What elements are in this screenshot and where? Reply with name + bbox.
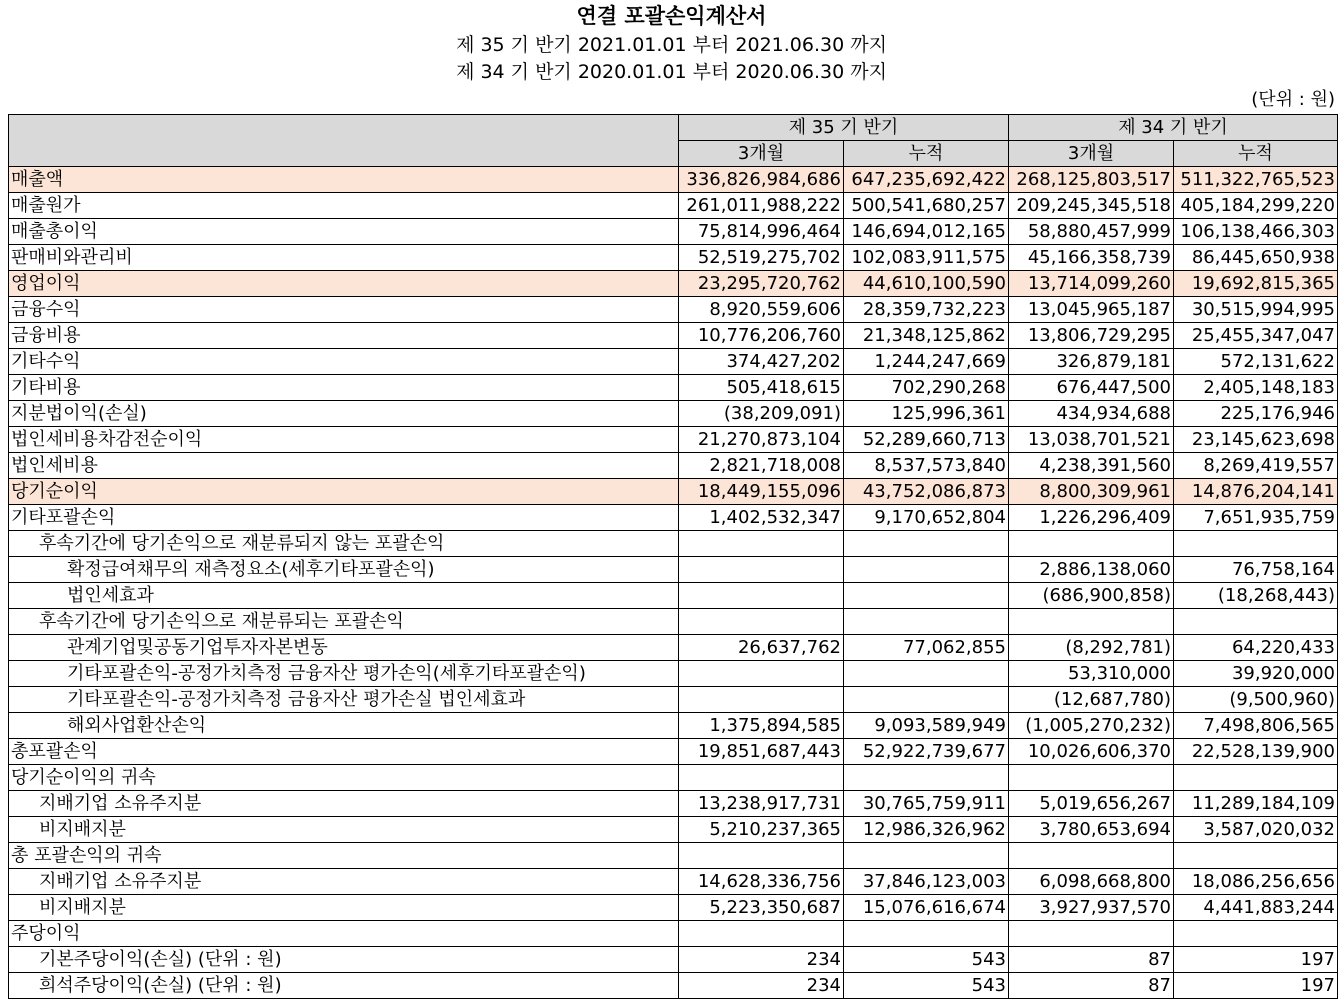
cell-current-cumulative: 102,083,911,575 <box>844 245 1009 271</box>
table-row <box>9 167 1338 193</box>
cell-prior-cumulative: 8,269,419,557 <box>1174 453 1338 479</box>
cell-prior-3months: (1,005,270,232) <box>1009 713 1174 739</box>
cell-prior-3months: 3,780,653,694 <box>1009 817 1174 843</box>
table-row <box>9 453 1338 479</box>
cell-current-cumulative <box>844 609 1009 635</box>
row-label: 당기순이익 <box>9 479 679 505</box>
cell-current-cumulative: 8,537,573,840 <box>844 453 1009 479</box>
row-label: 주당이익 <box>9 921 679 947</box>
cell-prior-3months: 13,714,099,260 <box>1009 271 1174 297</box>
table-row <box>9 297 1338 323</box>
cell-current-cumulative: 44,610,100,590 <box>844 271 1009 297</box>
cell-prior-cumulative: 23,145,623,698 <box>1174 427 1338 453</box>
row-label: 기타수익 <box>9 349 679 375</box>
cell-current-3months: 10,776,206,760 <box>679 323 844 349</box>
table-row <box>9 661 1338 687</box>
cell-prior-cumulative: 19,692,815,365 <box>1174 271 1338 297</box>
table-row <box>9 375 1338 401</box>
cell-current-3months: 505,418,615 <box>679 375 844 401</box>
label-column-header <box>9 115 679 167</box>
cell-current-3months <box>679 531 844 557</box>
cell-prior-cumulative: 76,758,164 <box>1174 557 1338 583</box>
row-label: 후속기간에 당기손익으로 재분류되는 포괄손익 <box>9 609 679 635</box>
row-label: 법인세효과 <box>9 583 679 609</box>
cell-current-cumulative: 146,694,012,165 <box>844 219 1009 245</box>
cell-current-3months: (38,209,091) <box>679 401 844 427</box>
cell-current-3months: 26,637,762 <box>679 635 844 661</box>
cell-prior-cumulative: 11,289,184,109 <box>1174 791 1338 817</box>
table-row <box>9 219 1338 245</box>
cell-current-3months: 336,826,984,686 <box>679 167 844 193</box>
cell-current-3months <box>679 687 844 713</box>
cell-prior-3months: 3,927,937,570 <box>1009 895 1174 921</box>
cell-current-cumulative: 77,062,855 <box>844 635 1009 661</box>
cell-prior-3months <box>1009 765 1174 791</box>
table-row <box>9 193 1338 219</box>
table-row <box>9 427 1338 453</box>
cell-prior-3months: (8,292,781) <box>1009 635 1174 661</box>
cell-current-cumulative <box>844 531 1009 557</box>
cell-current-cumulative: 12,986,326,962 <box>844 817 1009 843</box>
cell-prior-cumulative: 7,498,806,565 <box>1174 713 1338 739</box>
cell-current-cumulative <box>844 687 1009 713</box>
row-label: 기타포괄손익 <box>9 505 679 531</box>
table-row <box>9 505 1338 531</box>
cell-current-3months <box>679 765 844 791</box>
cell-current-cumulative: 1,244,247,669 <box>844 349 1009 375</box>
statement-title: 연결 포괄손익계산서 <box>576 4 767 28</box>
cell-current-3months: 18,449,155,096 <box>679 479 844 505</box>
cell-current-cumulative: 647,235,692,422 <box>844 167 1009 193</box>
row-label: 판매비와관리비 <box>9 245 679 271</box>
cell-prior-3months: 13,038,701,521 <box>1009 427 1174 453</box>
period-prior: 제 34 기 반기 2020.01.01 부터 2020.06.30 까지 <box>456 61 887 83</box>
table-body <box>9 167 1338 999</box>
cell-prior-3months: 1,226,296,409 <box>1009 505 1174 531</box>
cell-prior-cumulative <box>1174 531 1338 557</box>
cell-prior-3months: 5,019,656,267 <box>1009 791 1174 817</box>
table-row <box>9 479 1338 505</box>
cell-prior-3months: 4,238,391,560 <box>1009 453 1174 479</box>
cell-current-3months <box>679 583 844 609</box>
cell-current-cumulative: 125,996,361 <box>844 401 1009 427</box>
cell-current-cumulative <box>844 661 1009 687</box>
cell-prior-3months: 13,045,965,187 <box>1009 297 1174 323</box>
cell-current-3months: 8,920,559,606 <box>679 297 844 323</box>
cell-current-cumulative: 21,348,125,862 <box>844 323 1009 349</box>
table-row <box>9 323 1338 349</box>
table-row <box>9 531 1338 557</box>
cell-prior-3months: 53,310,000 <box>1009 661 1174 687</box>
cell-prior-cumulative: 30,515,994,995 <box>1174 297 1338 323</box>
table-row <box>9 921 1338 947</box>
cell-current-3months <box>679 661 844 687</box>
cell-current-3months: 1,375,894,585 <box>679 713 844 739</box>
row-label: 관계기업및공동기업투자자본변동 <box>9 635 679 661</box>
row-label: 금융수익 <box>9 297 679 323</box>
cell-prior-3months <box>1009 531 1174 557</box>
table-row <box>9 947 1338 973</box>
cell-prior-3months: 2,886,138,060 <box>1009 557 1174 583</box>
cell-current-3months: 21,270,873,104 <box>679 427 844 453</box>
cell-prior-cumulative: 64,220,433 <box>1174 635 1338 661</box>
column-current-cumulative: 누적 <box>844 141 1009 167</box>
cell-prior-3months: 10,026,606,370 <box>1009 739 1174 765</box>
cell-current-3months: 23,295,720,762 <box>679 271 844 297</box>
cell-current-cumulative <box>844 583 1009 609</box>
cell-prior-cumulative: 22,528,139,900 <box>1174 739 1338 765</box>
row-label: 비지배지분 <box>9 895 679 921</box>
table-row <box>9 349 1338 375</box>
row-label: 법인세비용차감전순이익 <box>9 427 679 453</box>
table-row <box>9 401 1338 427</box>
table-row <box>9 635 1338 661</box>
income-statement-table <box>8 114 1338 999</box>
cell-current-cumulative: 543 <box>844 947 1009 973</box>
row-label: 매출액 <box>9 167 679 193</box>
cell-current-cumulative <box>844 921 1009 947</box>
row-label: 총포괄손익 <box>9 739 679 765</box>
cell-current-cumulative: 9,170,652,804 <box>844 505 1009 531</box>
cell-current-cumulative <box>844 557 1009 583</box>
table-row <box>9 869 1338 895</box>
cell-prior-cumulative: 4,441,883,244 <box>1174 895 1338 921</box>
cell-prior-cumulative: (9,500,960) <box>1174 687 1338 713</box>
cell-current-3months: 5,210,237,365 <box>679 817 844 843</box>
cell-prior-cumulative: 197 <box>1174 947 1338 973</box>
cell-current-3months: 19,851,687,443 <box>679 739 844 765</box>
unit-label: (단위 : 원) <box>1251 89 1335 110</box>
cell-prior-3months: 326,879,181 <box>1009 349 1174 375</box>
table-row <box>9 245 1338 271</box>
table-row <box>9 973 1338 999</box>
table-row <box>9 687 1338 713</box>
table-row <box>9 791 1338 817</box>
cell-current-cumulative: 543 <box>844 973 1009 999</box>
table-row <box>9 583 1338 609</box>
cell-current-3months: 1,402,532,347 <box>679 505 844 531</box>
table-row <box>9 271 1338 297</box>
row-label: 지배기업 소유주지분 <box>9 791 679 817</box>
cell-prior-cumulative: 511,322,765,523 <box>1174 167 1338 193</box>
cell-current-3months: 52,519,275,702 <box>679 245 844 271</box>
row-label: 기타포괄손익-공정가치측정 금융자산 평가손익(세후기타포괄손익) <box>9 661 679 687</box>
row-label: 기본주당이익(손실) (단위 : 원) <box>9 947 679 973</box>
cell-prior-cumulative <box>1174 843 1338 869</box>
table-row <box>9 739 1338 765</box>
table-row <box>9 557 1338 583</box>
cell-current-cumulative: 52,289,660,713 <box>844 427 1009 453</box>
row-label: 금융비용 <box>9 323 679 349</box>
cell-current-cumulative <box>844 765 1009 791</box>
cell-prior-3months: 676,447,500 <box>1009 375 1174 401</box>
cell-prior-cumulative: 197 <box>1174 973 1338 999</box>
cell-current-3months: 2,821,718,008 <box>679 453 844 479</box>
column-current-3months: 3개월 <box>679 141 844 167</box>
row-label: 후속기간에 당기손익으로 재분류되지 않는 포괄손익 <box>9 531 679 557</box>
cell-prior-cumulative: 405,184,299,220 <box>1174 193 1338 219</box>
cell-prior-3months: 87 <box>1009 947 1174 973</box>
cell-current-3months: 75,814,996,464 <box>679 219 844 245</box>
row-label: 비지배지분 <box>9 817 679 843</box>
cell-current-3months <box>679 921 844 947</box>
row-label: 지배기업 소유주지분 <box>9 869 679 895</box>
column-group-prior: 제 34 기 반기 <box>1009 115 1338 141</box>
row-label: 기타포괄손익-공정가치측정 금융자산 평가손실 법인세효과 <box>9 687 679 713</box>
cell-prior-cumulative: 39,920,000 <box>1174 661 1338 687</box>
cell-current-3months <box>679 843 844 869</box>
cell-current-cumulative <box>844 843 1009 869</box>
cell-prior-cumulative: 14,876,204,141 <box>1174 479 1338 505</box>
cell-prior-cumulative: 86,445,650,938 <box>1174 245 1338 271</box>
cell-prior-cumulative <box>1174 921 1338 947</box>
table-row <box>9 817 1338 843</box>
cell-current-cumulative: 15,076,616,674 <box>844 895 1009 921</box>
cell-prior-3months: 268,125,803,517 <box>1009 167 1174 193</box>
table-row <box>9 765 1338 791</box>
cell-prior-3months: 87 <box>1009 973 1174 999</box>
cell-current-cumulative: 30,765,759,911 <box>844 791 1009 817</box>
cell-prior-3months <box>1009 921 1174 947</box>
cell-prior-3months: 8,800,309,961 <box>1009 479 1174 505</box>
table-row <box>9 895 1338 921</box>
cell-prior-3months: 58,880,457,999 <box>1009 219 1174 245</box>
cell-prior-cumulative: 106,138,466,303 <box>1174 219 1338 245</box>
row-label: 매출총이익 <box>9 219 679 245</box>
column-group-current: 제 35 기 반기 <box>679 115 1009 141</box>
cell-current-3months: 14,628,336,756 <box>679 869 844 895</box>
cell-current-3months: 261,011,988,222 <box>679 193 844 219</box>
cell-prior-3months: 13,806,729,295 <box>1009 323 1174 349</box>
cell-prior-cumulative: 7,651,935,759 <box>1174 505 1338 531</box>
cell-prior-3months <box>1009 609 1174 635</box>
cell-prior-cumulative: 25,455,347,047 <box>1174 323 1338 349</box>
cell-current-3months: 374,427,202 <box>679 349 844 375</box>
cell-current-3months <box>679 557 844 583</box>
cell-prior-3months <box>1009 843 1174 869</box>
cell-current-cumulative: 28,359,732,223 <box>844 297 1009 323</box>
column-prior-cumulative: 누적 <box>1174 141 1338 167</box>
cell-current-3months: 234 <box>679 947 844 973</box>
row-label: 희석주당이익(손실) (단위 : 원) <box>9 973 679 999</box>
cell-prior-3months: 434,934,688 <box>1009 401 1174 427</box>
row-label: 해외사업환산손익 <box>9 713 679 739</box>
cell-current-3months: 13,238,917,731 <box>679 791 844 817</box>
cell-prior-cumulative: (18,268,443) <box>1174 583 1338 609</box>
cell-current-cumulative: 43,752,086,873 <box>844 479 1009 505</box>
cell-current-cumulative: 52,922,739,677 <box>844 739 1009 765</box>
row-label: 법인세비용 <box>9 453 679 479</box>
cell-prior-cumulative: 2,405,148,183 <box>1174 375 1338 401</box>
period-current: 제 35 기 반기 2021.01.01 부터 2021.06.30 까지 <box>456 34 887 56</box>
table-row <box>9 713 1338 739</box>
cell-current-3months <box>679 609 844 635</box>
cell-prior-cumulative: 572,131,622 <box>1174 349 1338 375</box>
table-row <box>9 843 1338 869</box>
cell-current-cumulative: 500,541,680,257 <box>844 193 1009 219</box>
cell-current-3months: 5,223,350,687 <box>679 895 844 921</box>
cell-prior-3months: 6,098,668,800 <box>1009 869 1174 895</box>
cell-prior-3months: (12,687,780) <box>1009 687 1174 713</box>
cell-current-cumulative: 702,290,268 <box>844 375 1009 401</box>
cell-prior-cumulative <box>1174 609 1338 635</box>
cell-prior-cumulative <box>1174 765 1338 791</box>
row-label: 영업이익 <box>9 271 679 297</box>
row-label: 확정급여채무의 재측정요소(세후기타포괄손익) <box>9 557 679 583</box>
row-label: 기타비용 <box>9 375 679 401</box>
table-row <box>9 609 1338 635</box>
cell-prior-cumulative: 18,086,256,656 <box>1174 869 1338 895</box>
row-label: 총 포괄손익의 귀속 <box>9 843 679 869</box>
row-label: 매출원가 <box>9 193 679 219</box>
cell-current-cumulative: 9,093,589,949 <box>844 713 1009 739</box>
cell-current-3months: 234 <box>679 973 844 999</box>
row-label: 당기순이익의 귀속 <box>9 765 679 791</box>
cell-prior-3months: 209,245,345,518 <box>1009 193 1174 219</box>
cell-prior-3months: (686,900,858) <box>1009 583 1174 609</box>
cell-prior-cumulative: 3,587,020,032 <box>1174 817 1338 843</box>
column-prior-3months: 3개월 <box>1009 141 1174 167</box>
cell-current-cumulative: 37,846,123,003 <box>844 869 1009 895</box>
cell-prior-cumulative: 225,176,946 <box>1174 401 1338 427</box>
cell-prior-3months: 45,166,358,739 <box>1009 245 1174 271</box>
row-label: 지분법이익(손실) <box>9 401 679 427</box>
